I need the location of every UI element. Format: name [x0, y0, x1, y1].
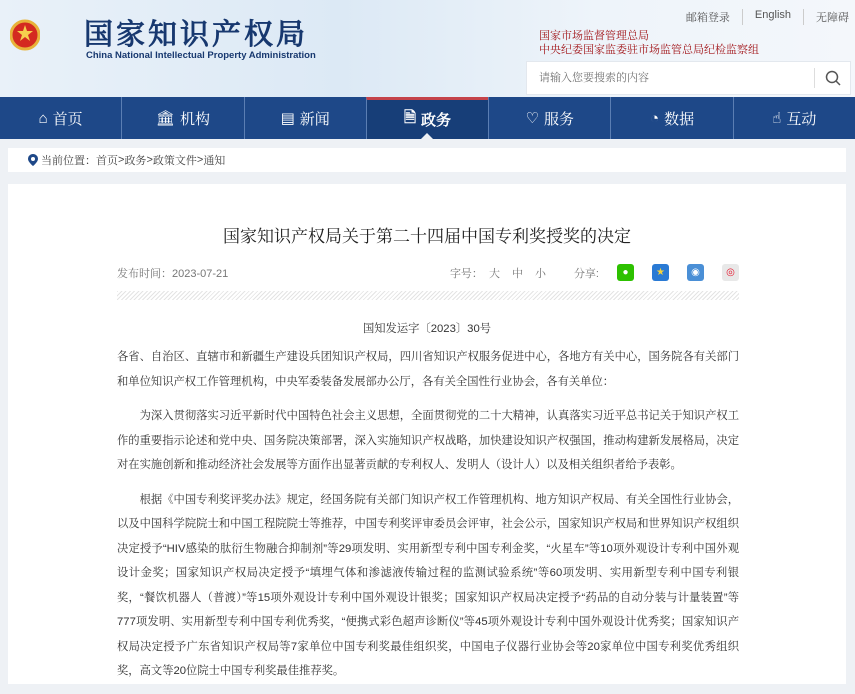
article-title: 国家知识产权局关于第二十四届中国专利奖授奖的决定: [223, 227, 631, 246]
org-link-discipline[interactable]: 中央纪委国家监委驻市场监管总局纪检监察组: [539, 44, 759, 56]
document-icon: 🗎︎: [403, 109, 416, 126]
top-links: [674, 9, 849, 25]
nav-label: 新闻: [299, 110, 330, 128]
breadcrumb-prefix: 当前位置：: [41, 155, 96, 167]
logo-subtitle: China National Intellectual Property Administration: [86, 50, 316, 61]
institution-icon: 🏛︎: [155, 110, 175, 127]
nav-government-affairs[interactable]: [366, 97, 488, 139]
breadcrumb: [8, 148, 846, 172]
breadcrumb-policy[interactable]: 政策文件: [152, 155, 197, 167]
nav-service[interactable]: [488, 97, 610, 139]
publish-date: 发布时间：2023-07-21: [117, 267, 229, 280]
wechat-share-icon[interactable]: ●: [617, 264, 634, 281]
font-size-large[interactable]: 大: [488, 267, 500, 280]
font-size-medium[interactable]: 中: [511, 267, 523, 280]
nav-interaction[interactable]: [733, 97, 855, 139]
logo-title[interactable]: 国家知识产权局: [84, 19, 309, 51]
news-icon: ▤: [280, 110, 295, 127]
service-icon: ♡: [525, 110, 539, 127]
nav-label: 互动: [786, 110, 817, 128]
nav-label: 服务: [543, 110, 574, 128]
nav-label: 机构: [179, 110, 210, 128]
qq-share-icon[interactable]: ◉: [687, 264, 704, 281]
article-body: [117, 345, 739, 694]
weibo-share-icon[interactable]: ◎: [722, 264, 739, 281]
breadcrumb-affairs[interactable]: 政务: [124, 155, 147, 167]
org-link-samr[interactable]: 国家市场监督管理总局: [539, 30, 649, 42]
addressee-paragraph: 各省、自治区、直辖市和新疆生产建设兵团知识产权局，四川省知识产权服务促进中心，各地方有关中心，国务院各有关部门和单位知识产权工作管理机构，中央军委装备发展部办公厅，各有关全国性行业协会，各有关单位：: [117, 351, 739, 388]
nav-label: 首页: [52, 110, 83, 128]
site-header: [0, 0, 855, 97]
mail-login-link[interactable]: 邮箱登录: [685, 12, 730, 24]
body-paragraph: 根据《中国专利奖评奖办法》规定，经国务院有关部门知识产权工作管理机构、地方知识产权局、有关全国性行业协会，以及中国科学院院士和中国工程院院士等推荐，中国专利奖评审委员会评审，社会公示，国家知识产权局和世界知识产权组织决定授予“HIV感染的肽衍生物融合抑制剂”等29项发明、实用新型专利中国专利金奖，“火星车”等10项外观设计专利中国外观设计金奖；国家知识产权局决定授予“填埋气体和渗滤液传输过程的监测试验系统”等60项发明、实用新型专利中国专利银奖，“餐饮机器人（普渡）”等15项外观设计专利中国外观设计银奖；国家知识产权局决定授予“药品的自动分装与计量装置”等777项发明、实用新型专利中国专利优秀奖，“便携式彩色超声诊断仪”等45项外观设计专利中国外观设计优秀奖；国家知识产权局决定授予广东省知识产权局等7家单位中国专利奖最佳组织奖，中国电子仪器行业协会等20家单位中国专利奖优秀组织奖，高文等20位院士中国专利奖最佳推荐奖。: [117, 493, 739, 677]
search-button[interactable]: [814, 68, 850, 88]
nav-label: 政务: [421, 112, 452, 129]
national-emblem-icon: [10, 8, 40, 62]
share-label: 分享:: [573, 267, 599, 280]
breadcrumb-notice[interactable]: 通知: [203, 155, 226, 167]
font-size-label: 字号：: [449, 267, 483, 280]
breadcrumb-home[interactable]: 首页: [96, 155, 118, 167]
font-size-small[interactable]: 小: [534, 267, 546, 280]
search-box: [526, 61, 851, 95]
document-number: 国知发运字〔2023〕30号: [362, 323, 492, 335]
nav-news[interactable]: [244, 97, 366, 139]
search-icon: [825, 70, 841, 86]
breadcrumb-sep: >: [118, 154, 125, 166]
location-pin-icon: [28, 154, 38, 166]
nav-data[interactable]: [610, 97, 732, 139]
chart-icon: ◔: [650, 109, 660, 127]
qzone-share-icon[interactable]: ★: [652, 264, 669, 281]
english-link[interactable]: English: [742, 9, 803, 25]
article-meta: [117, 264, 739, 281]
home-icon: ⌂: [38, 109, 48, 127]
breadcrumb-sep: >: [196, 154, 204, 166]
article-container: [8, 184, 846, 684]
breadcrumb-sep: >: [146, 154, 153, 166]
search-input[interactable]: [527, 62, 787, 94]
nav-label: 数据: [664, 110, 695, 128]
body-paragraph: 为深入贯彻落实习近平新时代中国特色社会主义思想，全面贯彻党的二十大精神，认真落实习近平总书记关于知识产权工作的重要指示论述和党中央、国务院决策部署，深入实施知识产权战略，加快建设知识产权强国，推动构建新发展格局，决定对在实施创新和推动经济社会发展等方面作出显著贡献的专利权人、发明人（设计人）以及相关组织者给予表彰。: [117, 410, 739, 471]
accessibility-link[interactable]: 无障碍: [803, 9, 849, 25]
nav-home[interactable]: [0, 97, 121, 139]
main-nav: [0, 97, 855, 139]
hand-icon: ☝︎: [772, 110, 782, 127]
nav-institution[interactable]: [121, 97, 243, 139]
divider: [117, 291, 739, 300]
